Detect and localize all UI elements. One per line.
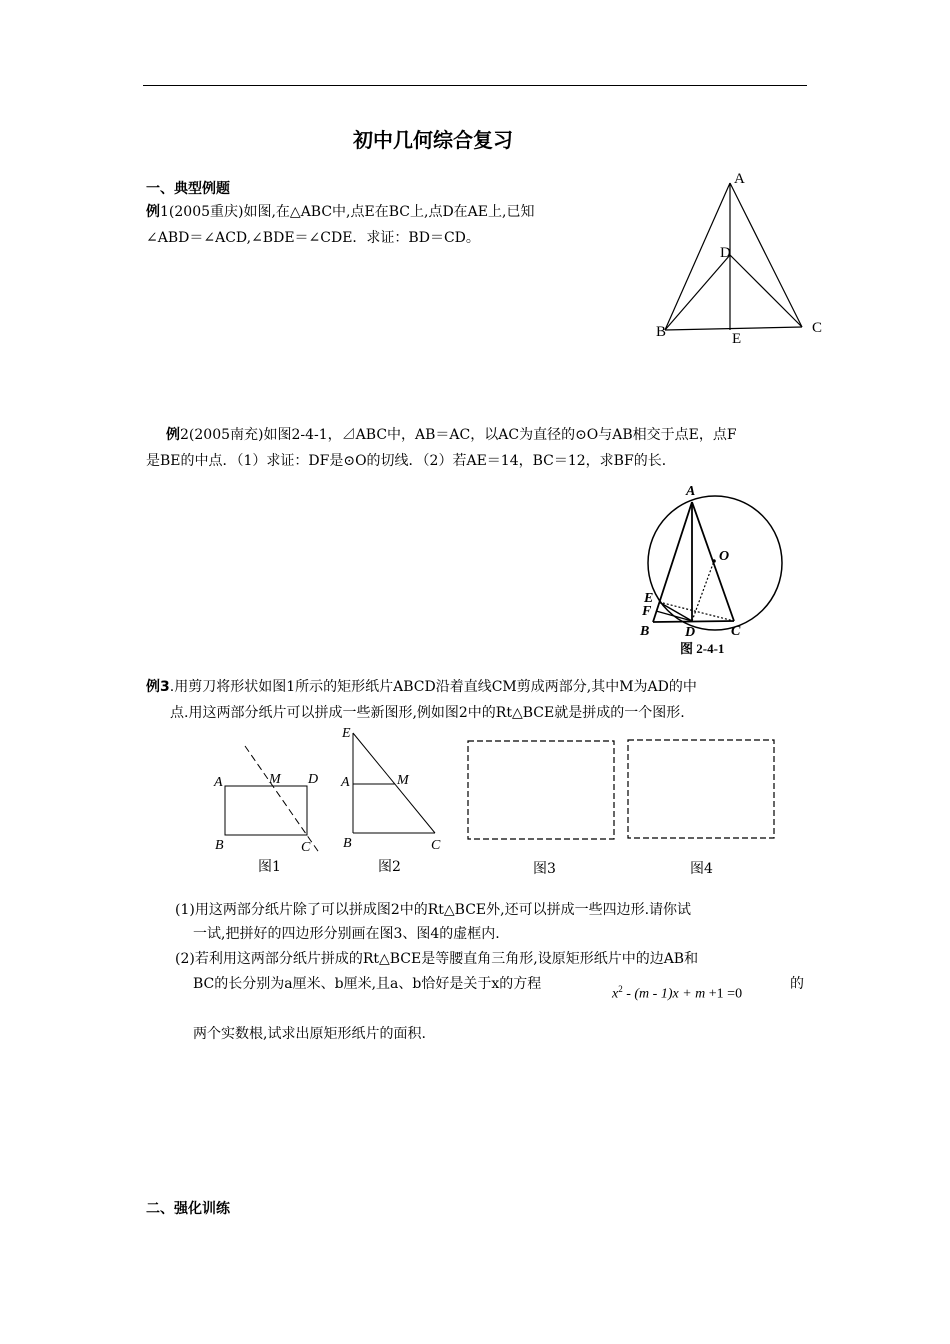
- example-1-line-2: ∠ABD＝∠ACD,∠BDE＝∠CDE．求证：BD＝CD。: [146, 230, 480, 246]
- edge-EC: [353, 733, 435, 833]
- figure-caption: 图 2-4-1: [680, 641, 725, 656]
- header-rule: [143, 85, 807, 86]
- eq-exponent: 2: [618, 984, 623, 994]
- label-A: A: [734, 171, 745, 187]
- caption-fig-2: 图2: [378, 859, 401, 875]
- question-2-line-2: BC的长分别为a厘米、b厘米,且a、b恰好是关于x的方程: [193, 976, 542, 992]
- segment-DO: [692, 561, 714, 621]
- caption-fig-1: 图1: [258, 859, 281, 875]
- fig2-label-M: M: [397, 773, 409, 788]
- example-2-number: 2: [180, 427, 189, 443]
- example-1-label: 例: [146, 204, 160, 220]
- example-3-line-2: 点.用这两部分纸片可以拼成一些新图形,例如图2中的Rt△BCE就是拼成的一个图形.: [170, 705, 685, 721]
- eq-plus-one: +1: [708, 986, 724, 1002]
- question-1-line-1: (1)用这两部分纸片除了可以拼成图2中的Rt△BCE外,还可以拼成一些四边形.请你试: [175, 902, 692, 918]
- label-C: C: [731, 624, 741, 639]
- fig1-label-A: A: [214, 775, 223, 790]
- section-heading-2: 二、强化训练: [146, 1201, 230, 1217]
- example-3-figures-1-2: [205, 720, 455, 880]
- dashed-frames: [466, 739, 778, 841]
- segment-BD: [665, 255, 730, 330]
- example-2-line-2: 是BE的中点．（1）求证：DF是⊙O的切线．（2）若AE＝14，BC＝12，求BF的长．: [146, 453, 676, 469]
- question-1-line-2: 一试,把拼好的四边形分别画在图3、图4的虚框内.: [193, 926, 500, 942]
- label-B: B: [656, 324, 667, 340]
- section-heading-1: 一、典型例题: [146, 181, 230, 197]
- point-O: [712, 559, 716, 563]
- fig1-label-D: D: [308, 772, 319, 787]
- segment-ED: [659, 602, 692, 621]
- question-2-suffix: 的: [790, 976, 804, 992]
- equation: [612, 984, 742, 1003]
- example-3-text-1: .用剪刀将形状如图1所示的矩形纸片ABCD沿着直线CM剪成两部分,其中M为AD的中: [169, 679, 697, 695]
- example-1-line-1: [146, 200, 534, 224]
- edge-AB: [653, 502, 692, 622]
- fig1-label-M: M: [269, 772, 281, 787]
- cut-line-CM: [245, 746, 320, 854]
- question-2-line-1: (2)若利用这两部分纸片拼成的Rt△BCE是等腰直角三角形,设原矩形纸片中的边AB和: [175, 951, 699, 967]
- label-E: E: [644, 591, 654, 606]
- label-C: C: [812, 320, 823, 336]
- example-2-label: 例: [166, 427, 180, 443]
- edge-AC: [730, 183, 802, 327]
- label-O: O: [719, 549, 730, 564]
- eq-term: (m - 1)x: [634, 986, 679, 1002]
- segment-EC: [659, 602, 734, 621]
- fig2-label-A: A: [341, 775, 350, 790]
- example-3-label: 例: [146, 679, 160, 695]
- example-1-figure: [650, 165, 830, 350]
- example-3-line-1: [146, 675, 697, 699]
- figure-4-frame: [628, 740, 774, 838]
- question-2-line-3: 两个实数根,试求出原矩形纸片的面积.: [193, 1026, 426, 1042]
- label-B: B: [640, 624, 650, 639]
- figure-2-4-1: [630, 480, 790, 660]
- label-A: A: [686, 484, 696, 499]
- edge-BC: [665, 327, 802, 330]
- edge-BC: [653, 621, 734, 622]
- fig2-label-B: B: [343, 836, 352, 851]
- page-title: 初中几何综合复习: [353, 128, 513, 152]
- fig1-label-B: B: [215, 838, 224, 853]
- label-F: F: [642, 604, 652, 619]
- segment-CD: [730, 255, 802, 327]
- label-D: D: [685, 625, 696, 640]
- caption-fig-4: 图4: [690, 861, 713, 877]
- example-1-text-1: (2005重庆)如图,在△ABC中,点E在BC上,点D在AE上,已知: [168, 204, 535, 220]
- fig2-label-C: C: [431, 838, 441, 853]
- figure-3-frame: [468, 741, 614, 839]
- caption-fig-3: 图3: [533, 861, 556, 877]
- eq-minus: -: [626, 986, 631, 1002]
- example-1-number: 1: [160, 204, 169, 220]
- circle-O: [648, 496, 782, 630]
- eq-m: + m: [682, 986, 706, 1002]
- eq-equals-zero: =0: [727, 986, 743, 1002]
- fig1-label-C: C: [301, 840, 311, 855]
- example-3-number: 3: [160, 679, 170, 695]
- eq-x: x: [612, 986, 619, 1002]
- fig2-label-E: E: [342, 726, 351, 741]
- rectangle-ABCD: [225, 786, 307, 835]
- label-D: D: [720, 245, 731, 261]
- example-2-text-1: (2005南充)如图2-4-1，⊿ABC中，AB＝AC，以AC为直径的⊙O与AB相交于点E，点F: [188, 427, 737, 443]
- segment-FD: [656, 611, 692, 621]
- example-2-line-1: [166, 423, 737, 447]
- label-E: E: [732, 331, 742, 347]
